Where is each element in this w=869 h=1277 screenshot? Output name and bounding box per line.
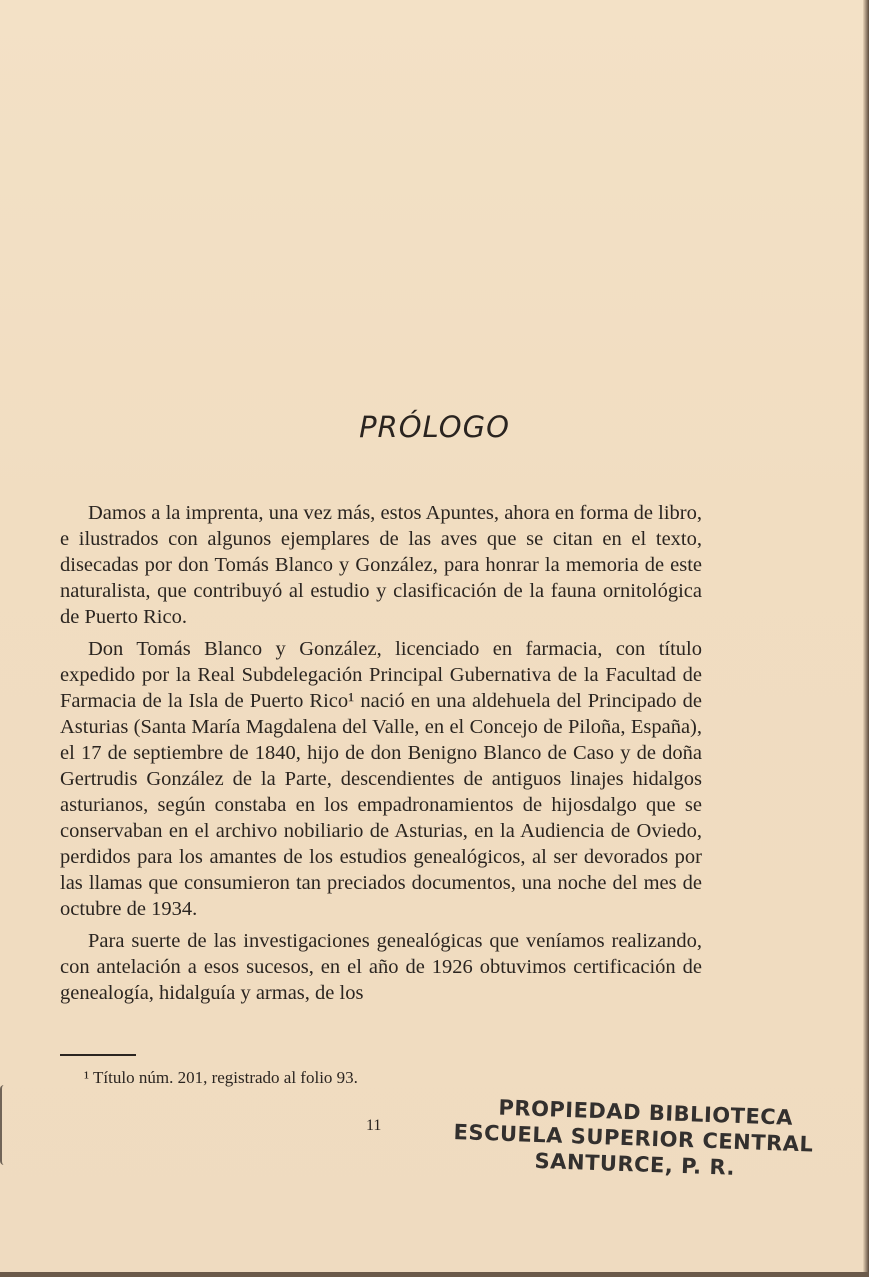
page-edge-bottom bbox=[0, 1272, 869, 1277]
page-edge-right bbox=[863, 0, 869, 1277]
footnote-rule bbox=[60, 1054, 136, 1056]
stamp-line-2: ESCUELA SUPERIOR CENTRAL bbox=[453, 1119, 814, 1157]
paragraph-3: Para suerte de las investigaciones genealógicas que veníamos realizando, con antelación a esos sucesos, en el año de 1926 obtuvimos certificación de genealogía, hidalguía y armas, de los bbox=[60, 930, 702, 1004]
paragraph-2: Don Tomás Blanco y González, licenciado en farmacia, con título expedido por la Real Subdelegación Principal Gubernativa de la Facultad de Farmacia de la Isla de Puerto Rico¹ nació en una aldehuela del Principado de Asturias (Santa María Magdalena del Valle, en el Concejo de Piloña, España), el 17 de septiembre de 1840, hijo de don Benigno Blanco de Caso y de doña Gertrudis González de la Parte, descendientes de antiguos linajes hidalgos asturianos, según constaba en los empadronamientos de hijosdalgo que se conservaban en el archivo nobiliario de Asturias, en la Audiencia de Oviedo, perdidos para los amantes de los estudios genealógicos, al ser devorados por las llamas que consumieron tan preciados documentos, una noche del mes de octubre de 1934. bbox=[60, 638, 702, 920]
page-title: PRÓLOGO bbox=[359, 410, 510, 444]
body-text bbox=[60, 500, 702, 1006]
binding-marks bbox=[0, 1085, 10, 1165]
stamp-line-3: SANTURCE, P. R. bbox=[534, 1148, 736, 1180]
stamp-line-1: PROPIEDAD BIBLIOTECA bbox=[498, 1095, 794, 1130]
library-stamp bbox=[452, 1093, 840, 1206]
paragraph-1: Damos a la imprenta, una vez más, estos Apuntes, ahora en forma de libro, e ilustrados con algunos ejemplares de las aves que se citan en el texto, disecadas por don Tomás Blanco y González, para honrar la memoria de este naturalista, que contribuyó al estudio y clasificación de la fauna ornitológica de Puerto Rico. bbox=[60, 502, 702, 628]
footnote: ¹ Título núm. 201, registrado al folio 93. bbox=[84, 1068, 358, 1087]
page-number: 11 bbox=[366, 1117, 382, 1134]
